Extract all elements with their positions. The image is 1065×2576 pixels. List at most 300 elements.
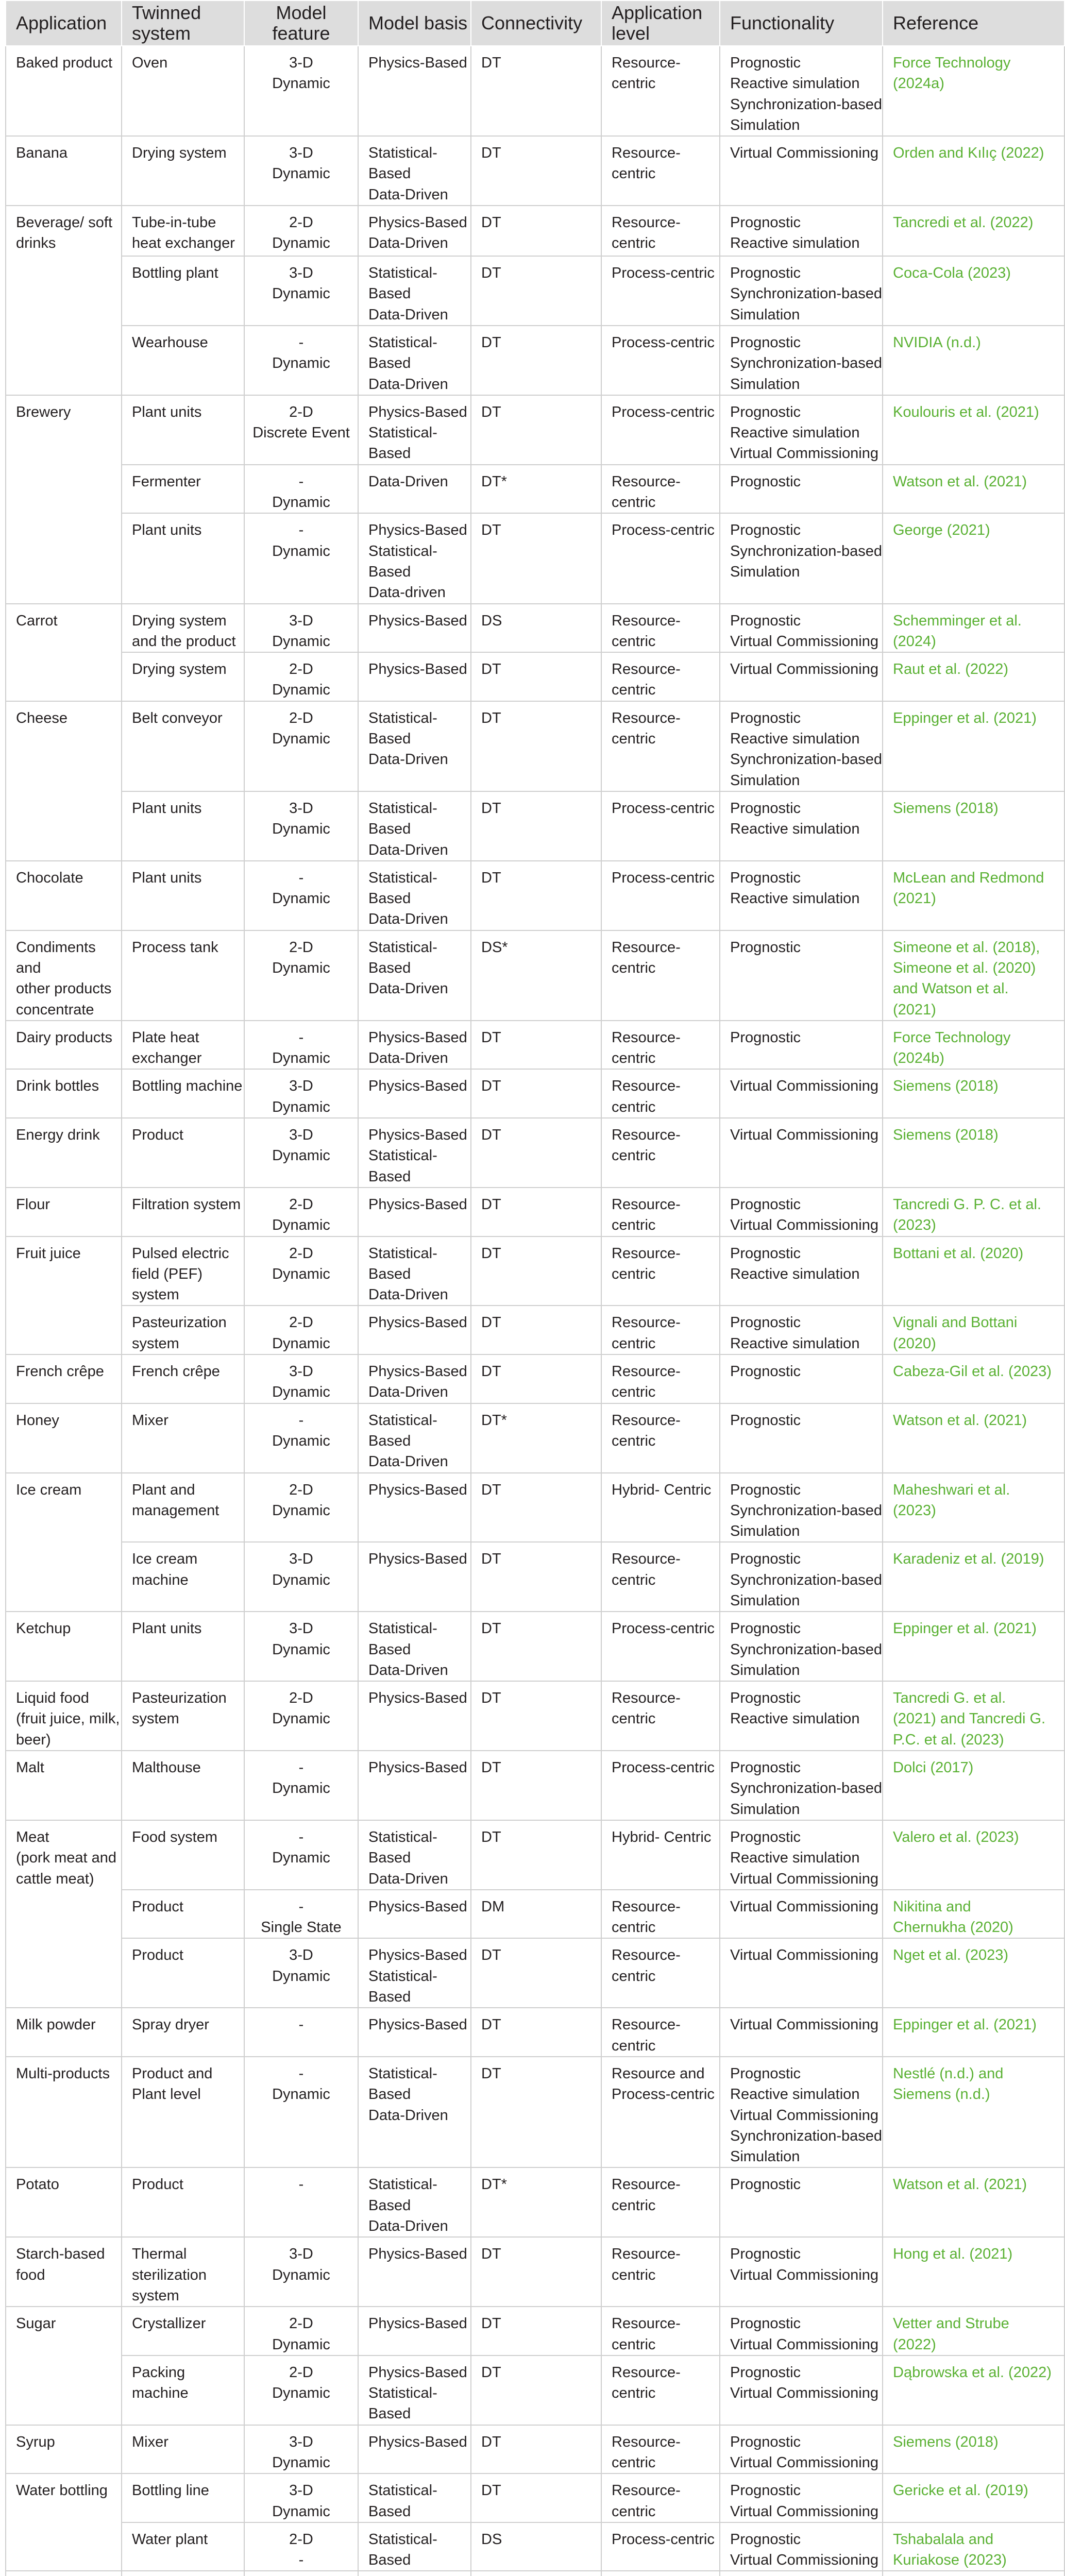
twinned-system-cell: Pasteurization system	[122, 1306, 244, 1354]
application-level-cell: Resource-centric	[601, 1021, 720, 1070]
table-row	[6, 701, 1064, 791]
functionality-cell: Prognostic Synchronization-based Simulation	[720, 1473, 883, 1543]
twinned-system-cell: Product and Plant level	[122, 2057, 244, 2167]
connectivity-cell: DS	[471, 604, 601, 653]
functionality-cell: Prognostic Reactive simulation Synchronization-based Simulation	[720, 46, 883, 136]
model-basis-cell: Physics-Based	[358, 1069, 471, 1118]
reference-cell	[883, 1021, 1064, 1070]
table-row	[6, 604, 1064, 653]
model-basis-cell: Statistical-Based Data-Driven	[358, 791, 471, 861]
twinned-system-cell: Belt conveyor	[122, 701, 244, 791]
application-level-cell: Process-centric	[601, 513, 720, 603]
application-cell: Chocolate	[6, 861, 122, 930]
table-row	[6, 256, 1064, 326]
functionality-cell: Prognostic Reactive simulation	[720, 1681, 883, 1751]
connectivity-cell: DT	[471, 1612, 601, 1681]
application-level-cell: Resource-centric	[601, 2167, 720, 2237]
model-feature-cell: -	[244, 2008, 358, 2057]
functionality-cell: Virtual Commissioning	[720, 652, 883, 701]
model-basis-cell: Statistical-Based Data-Driven	[358, 256, 471, 326]
reference-cell	[883, 861, 1064, 930]
reference-link[interactable]: Hong et al. (2021)	[893, 2246, 1013, 2263]
reference-cell	[883, 1612, 1064, 1681]
header-row	[6, 1, 1064, 46]
reference-link[interactable]: Siemens (2018)	[893, 1078, 999, 1095]
application-cell: Drink bottles	[6, 1069, 122, 1118]
application-level-cell: Resource-centric	[601, 1118, 720, 1188]
twinned-system-cell: Plant and management	[122, 1473, 244, 1543]
application-level-cell: Process-centric	[601, 1612, 720, 1681]
functionality-cell: Prognostic	[720, 465, 883, 514]
model-feature-cell: 3-D Dynamic	[244, 2237, 358, 2307]
model-feature-cell: 3-D Dynamic	[244, 604, 358, 653]
reference-link[interactable]: Orden and Kılıç (2022)	[893, 145, 1044, 162]
reference-cell	[883, 1938, 1064, 2008]
twinned-system-cell: Thermal sterilization system	[122, 2237, 244, 2307]
application-level-cell	[601, 2571, 720, 2576]
functionality-cell: Prognostic Reactive simulation	[720, 1236, 883, 1306]
application-level-cell: Resource-centric	[601, 1306, 720, 1354]
model-basis-cell: Physics-Based	[358, 652, 471, 701]
reference-link[interactable]: Force Technology (2024b)	[893, 1029, 1011, 1067]
reference-cell	[883, 1542, 1064, 1612]
reference-link[interactable]: Valero et al. (2023)	[893, 1828, 1019, 1845]
reference-cell	[883, 2057, 1064, 2167]
application-cell: Condiments and other products concentrate	[6, 930, 122, 1021]
reference-link[interactable]: Dolci (2017)	[893, 1759, 974, 1776]
reference-link[interactable]: Cabeza-Gil et al. (2023)	[893, 1363, 1052, 1380]
application-level-cell: Resource-centric	[601, 465, 720, 514]
reference-link[interactable]: Siemens (2018)	[893, 800, 999, 817]
model-feature-cell: 2-D Dynamic	[244, 206, 358, 256]
connectivity-cell: DT	[471, 701, 601, 791]
functionality-cell: Prognostic Synchronization-based Simulation	[720, 326, 883, 395]
model-basis-cell: Statistical-Based Data-Driven	[358, 2057, 471, 2167]
twinned-system-cell: Malthouse	[122, 1751, 244, 1820]
model-feature-cell: 3-D Dynamic	[244, 256, 358, 326]
model-feature-cell: - Dynamic	[244, 1403, 358, 1473]
table-row	[6, 2425, 1064, 2474]
model-feature-cell: 2-D Dynamic	[244, 1681, 358, 1751]
reference-cell	[883, 46, 1064, 136]
model-feature-cell: - Dynamic	[244, 326, 358, 395]
model-basis-cell: Physics-Based Statistical-Based	[358, 1938, 471, 2008]
table-row	[6, 1820, 1064, 1890]
reference-link[interactable]: NVIDIA (n.d.)	[893, 334, 981, 351]
table-row	[6, 513, 1064, 603]
reference-cell	[883, 1236, 1064, 1306]
model-feature-cell: 2-D Dynamic	[244, 652, 358, 701]
reference-link[interactable]: Nget et al. (2023)	[893, 1947, 1009, 1964]
model-feature-cell: - Dynamic	[244, 861, 358, 930]
functionality-cell: Virtual Commissioning	[720, 1938, 883, 2008]
twinned-system-cell: Product	[122, 1890, 244, 1939]
connectivity-cell: DT	[471, 2473, 601, 2522]
reference-cell	[883, 2522, 1064, 2571]
reference-link[interactable]: George (2021)	[893, 522, 990, 539]
table-row	[6, 1069, 1064, 1118]
reference-link[interactable]: Koulouris et al. (2021)	[893, 403, 1039, 420]
reference-link[interactable]: Schemminger et al. (2024)	[893, 612, 1022, 650]
connectivity-cell: DM	[471, 1890, 601, 1939]
model-basis-cell: Physics-Based	[358, 2425, 471, 2474]
reference-cell	[883, 1751, 1064, 1820]
connectivity-cell: DT	[471, 1069, 601, 1118]
reference-link[interactable]: Force Technology (2024a)	[893, 55, 1011, 92]
application-level-cell: Hybrid- Centric	[601, 1473, 720, 1543]
functionality-cell: Prognostic Reactive simulation	[720, 1306, 883, 1354]
reference-link[interactable]: Watson et al. (2021)	[893, 1412, 1027, 1429]
application-level-cell: Hybrid- Centric	[601, 1820, 720, 1890]
model-feature-cell: 2-D Dynamic	[244, 1306, 358, 1354]
model-basis-cell: Physics-Based	[358, 2008, 471, 2057]
reference-cell	[883, 930, 1064, 1021]
connectivity-cell: DT	[471, 206, 601, 256]
reference-link[interactable]: Eppinger et al. (2021)	[893, 1620, 1037, 1637]
application-cell: Cheese	[6, 701, 122, 861]
functionality-cell: Prognostic Virtual Commissioning	[720, 2237, 883, 2307]
application-level-cell: Process-centric	[601, 1751, 720, 1820]
model-feature-cell: -	[244, 2167, 358, 2237]
functionality-cell: Prognostic	[720, 1354, 883, 1403]
reference-link[interactable]: Eppinger et al. (2021)	[893, 2016, 1037, 2033]
application-level-cell: Resource-centric	[601, 1188, 720, 1236]
table-row	[6, 2355, 1064, 2425]
reference-link[interactable]: Simeone et al. (2018), Simeone et al. (2020) and Watson et al. (2021)	[893, 939, 1040, 1018]
functionality-cell: Virtual Commissioning	[720, 1890, 883, 1939]
reference-link[interactable]: Coca-Cola (2023)	[893, 265, 1011, 282]
applications-table	[5, 0, 1065, 2576]
model-basis-cell	[358, 2571, 471, 2576]
model-feature-cell: 3-D Dynamic	[244, 46, 358, 136]
twinned-system-cell: Packing machine	[122, 2355, 244, 2425]
functionality-cell	[720, 2571, 883, 2576]
model-basis-cell: Physics-Based	[358, 604, 471, 653]
twinned-system-cell: Bottling line	[122, 2473, 244, 2522]
connectivity-cell: DT	[471, 1021, 601, 1070]
reference-cell	[883, 2167, 1064, 2237]
table-row	[6, 326, 1064, 395]
application-cell: French crêpe	[6, 1354, 122, 1403]
header-application: Application	[6, 1, 122, 46]
application-cell: Ice cream	[6, 1473, 122, 1612]
application-level-cell: Process-centric	[601, 256, 720, 326]
reference-link[interactable]: Tshabalala and Kuriakose (2023)	[893, 2531, 1007, 2569]
application-cell: Meat (pork meat and cattle meat)	[6, 1820, 122, 2008]
table-row	[6, 395, 1064, 465]
table-row	[6, 1021, 1064, 1070]
twinned-system-cell: Process tank	[122, 930, 244, 1021]
application-cell: Milk powder	[6, 2008, 122, 2057]
application-cell: Ketchup	[6, 1612, 122, 1681]
reference-cell	[883, 1306, 1064, 1354]
twinned-system-cell	[122, 2571, 244, 2576]
functionality-cell: Prognostic Reactive simulation Virtual Commissioning Synchronization-based Simulation	[720, 2057, 883, 2167]
model-basis-cell: Physics-Based	[358, 1681, 471, 1751]
connectivity-cell: DT	[471, 2008, 601, 2057]
twinned-system-cell: Plant units	[122, 861, 244, 930]
functionality-cell: Prognostic	[720, 1403, 883, 1473]
twinned-system-cell: Spray dryer	[122, 2008, 244, 2057]
reference-link[interactable]: Nestlé (n.d.) and Siemens (n.d.)	[893, 2065, 1004, 2103]
twinned-system-cell: Tube-in-tube heat exchanger	[122, 206, 244, 256]
connectivity-cell: DT*	[471, 2167, 601, 2237]
connectivity-cell: DT	[471, 1681, 601, 1751]
model-feature-cell: - Dynamic	[244, 2057, 358, 2167]
twinned-system-cell: Drying system and the product	[122, 604, 244, 653]
header-model-basis: Model basis	[358, 1, 471, 46]
model-feature-cell: 3-D Dynamic	[244, 1938, 358, 2008]
model-feature-cell: 2-D -	[244, 2522, 358, 2571]
connectivity-cell: DT	[471, 513, 601, 603]
reference-link[interactable]: Siemens (2018)	[893, 2433, 999, 2450]
table-row	[6, 791, 1064, 861]
model-feature-cell: 3-D Dynamic	[244, 791, 358, 861]
model-feature-cell: - Dynamic	[244, 465, 358, 514]
functionality-cell: Prognostic Virtual Commissioning	[720, 2473, 883, 2522]
connectivity-cell: DT	[471, 326, 601, 395]
application-level-cell: Process-centric	[601, 791, 720, 861]
connectivity-cell: DT	[471, 1938, 601, 2008]
application-level-cell: Process-centric	[601, 326, 720, 395]
table-row	[6, 2237, 1064, 2307]
model-feature-cell: 3-D Dynamic	[244, 1118, 358, 1188]
model-basis-cell: Statistical-Based Data-Driven	[358, 1403, 471, 1473]
model-feature-cell: 2-D Dynamic	[244, 2355, 358, 2425]
reference-cell	[883, 1403, 1064, 1473]
application-level-cell: Resource and Process-centric	[601, 2057, 720, 2167]
connectivity-cell: DT*	[471, 1403, 601, 1473]
table-row	[6, 2057, 1064, 2167]
functionality-cell: Virtual Commissioning	[720, 2008, 883, 2057]
model-feature-cell: - Dynamic	[244, 513, 358, 603]
functionality-cell: Virtual Commissioning	[720, 1069, 883, 1118]
twinned-system-cell: Ice cream machine	[122, 1542, 244, 1612]
application-level-cell: Resource-centric	[601, 2425, 720, 2474]
reference-link[interactable]: Maheshwari et al. (2023)	[893, 1481, 1010, 1519]
table-row	[6, 861, 1064, 930]
reference-link[interactable]: Watson et al. (2021)	[893, 473, 1027, 490]
application-cell: Flour	[6, 1188, 122, 1236]
application-level-cell: Resource-centric	[601, 1069, 720, 1118]
twinned-system-cell: Pulsed electric field (PEF) system	[122, 1236, 244, 1306]
connectivity-cell: DT	[471, 1354, 601, 1403]
reference-link[interactable]: Bottani et al. (2020)	[893, 1245, 1024, 1262]
connectivity-cell: DT	[471, 1306, 601, 1354]
twinned-system-cell: Plate heat exchanger	[122, 1021, 244, 1070]
table-row	[6, 1118, 1064, 1188]
reference-link[interactable]: Watson et al. (2021)	[893, 2176, 1027, 2193]
reference-cell	[883, 2008, 1064, 2057]
connectivity-cell: DT	[471, 1236, 601, 1306]
model-feature-cell: - Dynamic	[244, 1751, 358, 1820]
connectivity-cell: DT	[471, 2425, 601, 2474]
connectivity-cell: DT	[471, 2057, 601, 2167]
header-functionality: Functionality	[720, 1, 883, 46]
model-feature-cell: 2-D Dynamic	[244, 2307, 358, 2355]
table-row	[6, 1188, 1064, 1236]
model-feature-cell: - Single State	[244, 1890, 358, 1939]
model-basis-cell: Statistical-Based Data-Driven	[358, 861, 471, 930]
application-cell: Syrup	[6, 2425, 122, 2474]
connectivity-cell: DT	[471, 1473, 601, 1543]
twinned-system-cell: Bottling machine	[122, 1069, 244, 1118]
twinned-system-cell: Plant units	[122, 791, 244, 861]
model-basis-cell: Physics-Based Data-Driven	[358, 1021, 471, 1070]
functionality-cell: Virtual Commissioning	[720, 136, 883, 206]
reference-link[interactable]: Tancredi G. et al. (2021) and Tancredi G. P.C. et al. (2023)	[893, 1690, 1046, 1748]
connectivity-cell: DT	[471, 395, 601, 465]
twinned-system-cell: Drying system	[122, 136, 244, 206]
table-row	[6, 1681, 1064, 1751]
connectivity-cell: DT	[471, 1542, 601, 1612]
model-basis-cell: Statistical-Based Data-Driven	[358, 1236, 471, 1306]
reference-cell	[883, 206, 1064, 256]
twinned-system-cell: Product	[122, 2167, 244, 2237]
application-cell: Beverage/ soft drinks	[6, 206, 122, 395]
application-level-cell: Resource-centric	[601, 1403, 720, 1473]
reference-cell	[883, 395, 1064, 465]
application-level-cell: Resource-centric	[601, 2237, 720, 2307]
reference-cell	[883, 604, 1064, 653]
functionality-cell: Prognostic Virtual Commissioning	[720, 604, 883, 653]
connectivity-cell: DT	[471, 256, 601, 326]
application-cell	[6, 2571, 122, 2576]
reference-cell	[883, 1188, 1064, 1236]
connectivity-cell: DS*	[471, 930, 601, 1021]
functionality-cell: Prognostic Virtual Commissioning	[720, 2355, 883, 2425]
reference-cell	[883, 2355, 1064, 2425]
model-basis-cell: Physics-Based	[358, 46, 471, 136]
reference-cell	[883, 791, 1064, 861]
application-cell: Carrot	[6, 604, 122, 701]
reference-cell	[883, 2307, 1064, 2355]
model-basis-cell: Physics-Based	[358, 1473, 471, 1543]
application-cell: Water bottling	[6, 2473, 122, 2571]
reference-link[interactable]: Karadeniz et al. (2019)	[893, 1551, 1044, 1568]
model-basis-cell: Statistical-Based Data-Driven	[358, 136, 471, 206]
table-row	[6, 2522, 1064, 2571]
twinned-system-cell: Filtration system	[122, 1188, 244, 1236]
reference-link[interactable]: Raut et al. (2022)	[893, 661, 1009, 678]
model-feature-cell	[244, 2571, 358, 2576]
table-row	[6, 1542, 1064, 1612]
twinned-system-cell: Wearhouse	[122, 326, 244, 395]
table-row	[6, 2167, 1064, 2237]
reference-cell	[883, 1354, 1064, 1403]
table-row	[6, 46, 1064, 136]
application-cell: Energy drink	[6, 1118, 122, 1188]
twinned-system-cell: Bottling plant	[122, 256, 244, 326]
connectivity-cell: DT	[471, 2355, 601, 2425]
application-level-cell: Resource-centric	[601, 46, 720, 136]
model-basis-cell: Physics-Based	[358, 1306, 471, 1354]
connectivity-cell: DT	[471, 1820, 601, 1890]
table-row	[6, 1751, 1064, 1820]
connectivity-cell: DT	[471, 652, 601, 701]
table-row	[6, 2571, 1064, 2576]
twinned-system-cell: Product	[122, 1118, 244, 1188]
reference-cell	[883, 701, 1064, 791]
model-basis-cell: Physics-Based Statistical-Based Data-driven	[358, 513, 471, 603]
reference-cell	[883, 2571, 1064, 2576]
connectivity-cell: DT	[471, 136, 601, 206]
reference-link[interactable]: Dąbrowska et al. (2022)	[893, 2364, 1052, 2381]
twinned-system-cell: Fermenter	[122, 465, 244, 514]
reference-cell	[883, 1473, 1064, 1543]
table-row	[6, 2008, 1064, 2057]
reference-cell	[883, 1681, 1064, 1751]
reference-cell	[883, 2237, 1064, 2307]
application-cell: Liquid food (fruit juice, milk, beer)	[6, 1681, 122, 1751]
application-level-cell: Resource-centric	[601, 2473, 720, 2522]
model-basis-cell: Physics-Based	[358, 1890, 471, 1939]
connectivity-cell: DT	[471, 46, 601, 136]
header-model-feature: Model feature	[244, 1, 358, 46]
reference-link[interactable]: Siemens (2018)	[893, 1127, 999, 1144]
application-level-cell: Resource-centric	[601, 930, 720, 1021]
reference-cell	[883, 1820, 1064, 1890]
table-row	[6, 206, 1064, 256]
functionality-cell: Prognostic Reactive simulation Virtual Commissioning	[720, 395, 883, 465]
twinned-system-cell: Water plant	[122, 2522, 244, 2571]
model-basis-cell: Statistical-Based Data-Driven	[358, 2167, 471, 2237]
connectivity-cell: DT	[471, 1118, 601, 1188]
application-level-cell: Resource-centric	[601, 1938, 720, 2008]
reference-link[interactable]: Vetter and Strube (2022)	[893, 2315, 1009, 2353]
application-level-cell: Resource-centric	[601, 1542, 720, 1612]
model-basis-cell: Physics-Based Statistical-Based	[358, 2355, 471, 2425]
header-reference: Reference	[883, 1, 1064, 46]
functionality-cell: Prognostic Synchronization-based Simulation	[720, 513, 883, 603]
reference-link[interactable]: Eppinger et al. (2021)	[893, 709, 1037, 726]
functionality-cell: Prognostic Virtual Commissioning	[720, 2307, 883, 2355]
reference-link[interactable]: Nikitina and Chernukha (2020)	[893, 1898, 1013, 1936]
twinned-system-cell: Plant units	[122, 1612, 244, 1681]
model-basis-cell: Data-Driven	[358, 465, 471, 514]
functionality-cell: Prognostic Synchronization-based Simulation	[720, 256, 883, 326]
application-cell: Honey	[6, 1403, 122, 1473]
reference-cell	[883, 513, 1064, 603]
functionality-cell: Prognostic Virtual Commissioning	[720, 2425, 883, 2474]
table-row	[6, 930, 1064, 1021]
reference-link[interactable]: Gericke et al. (2019)	[893, 2482, 1028, 2499]
reference-link[interactable]: Tancredi G. P. C. et al. (2023)	[893, 1196, 1041, 1234]
reference-link[interactable]: Vignali and Bottani (2020)	[893, 1314, 1018, 1352]
application-level-cell: Resource-centric	[601, 206, 720, 256]
connectivity-cell: DT	[471, 2237, 601, 2307]
model-basis-cell: Physics-Based	[358, 2237, 471, 2307]
functionality-cell: Prognostic Reactive simulation Virtual Commissioning	[720, 1820, 883, 1890]
model-feature-cell: 3-D Dynamic	[244, 1354, 358, 1403]
application-cell: Fruit juice	[6, 1236, 122, 1354]
application-level-cell: Resource-centric	[601, 1681, 720, 1751]
functionality-cell: Prognostic	[720, 1021, 883, 1070]
model-feature-cell: 3-D Dynamic	[244, 2473, 358, 2522]
functionality-cell: Prognostic Virtual Commissioning	[720, 2522, 883, 2571]
application-level-cell: Resource-centric	[601, 604, 720, 653]
model-basis-cell: Physics-Based Data-Driven	[358, 1354, 471, 1403]
reference-link[interactable]: McLean and Redmond (2021)	[893, 869, 1044, 907]
twinned-system-cell: Plant units	[122, 513, 244, 603]
connectivity-cell: DT	[471, 791, 601, 861]
twinned-system-cell: Crystallizer	[122, 2307, 244, 2355]
reference-cell	[883, 1118, 1064, 1188]
model-basis-cell: Statistical-Based Data-Driven	[358, 701, 471, 791]
connectivity-cell: DT*	[471, 465, 601, 514]
reference-link[interactable]: Tancredi et al. (2022)	[893, 214, 1034, 231]
table-row	[6, 1403, 1064, 1473]
